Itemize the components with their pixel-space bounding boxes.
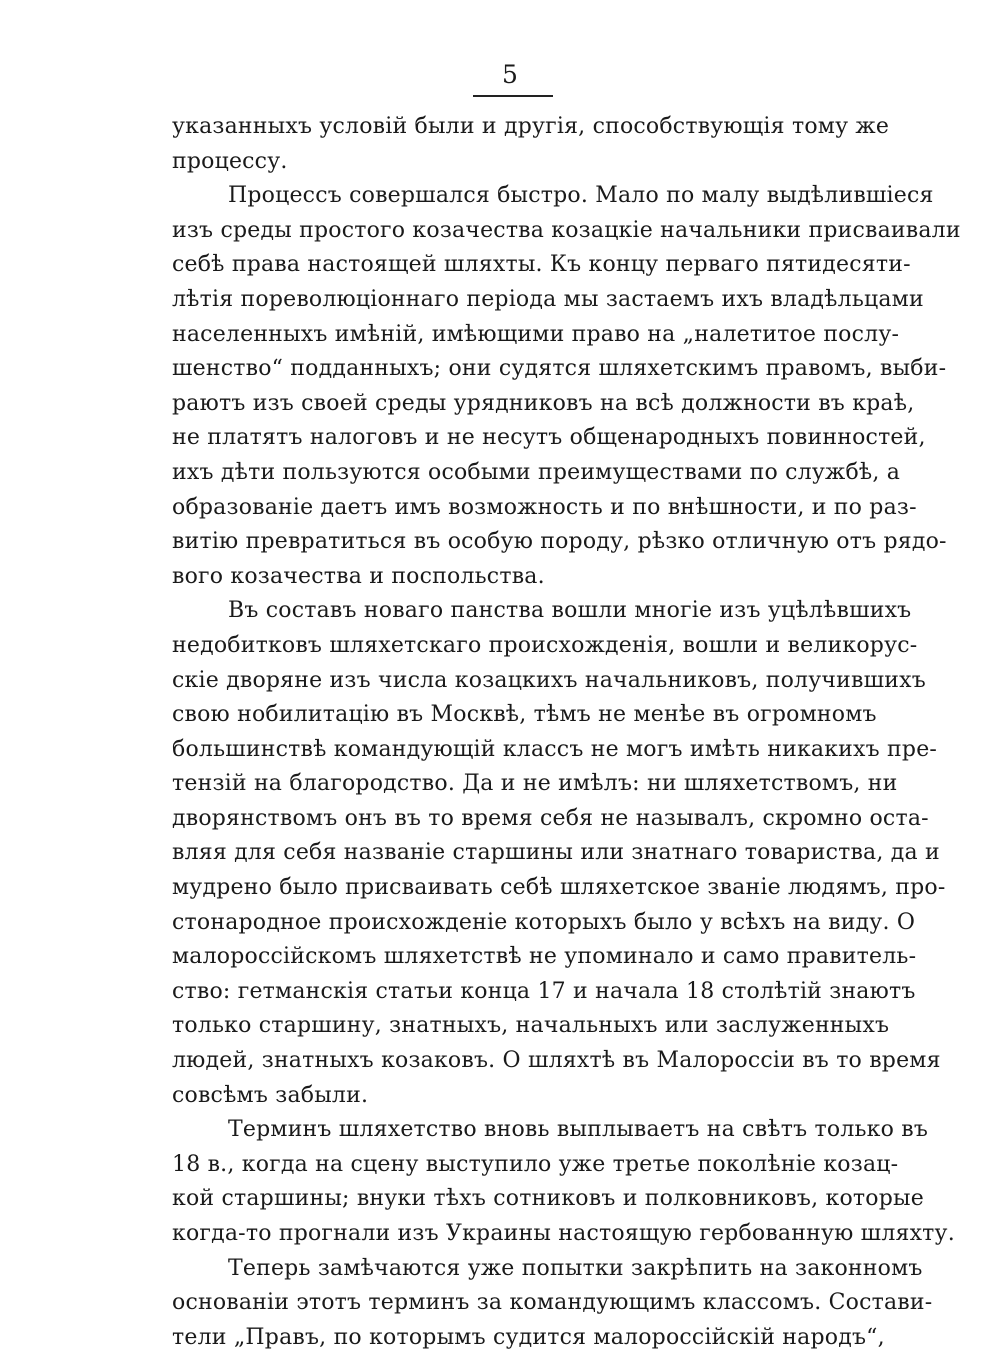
text-line: Процессъ совершался быстро. Мало по малу выдѣлившіеся [228, 183, 934, 209]
text-line: не платятъ налоговъ и не несутъ общенародныхъ повинностей, [172, 425, 926, 451]
text-line: малороссійскомъ шляхетствѣ не упоминало и само правитель- [172, 944, 917, 970]
text-line: Терминъ шляхетство вновь выплываетъ на свѣтъ только въ [228, 1117, 929, 1143]
text-line: 18 в., когда на сцену выступило уже третье поколѣніе козац- [172, 1151, 899, 1177]
text-line: шенство“ подданныхъ; они судятся шляхетскимъ правомъ, выби- [172, 356, 947, 382]
text-line: тели „Правъ, по которымъ судится малороссійскій народъ“, [172, 1324, 885, 1350]
text-line: большинствѣ командующій классъ не могъ имѣть никакихъ пре- [172, 736, 938, 762]
text-line: населенныхъ имѣній, имѣющими право на „налетитое послу- [172, 321, 900, 347]
text-line: образованіе даетъ имъ возможность и по внѣшности, и по раз- [172, 494, 917, 520]
text-line: кой старшины; внуки тѣхъ сотниковъ и полковниковъ, которые [172, 1186, 924, 1212]
text-line: ихъ дѣти пользуются особыми преимуществами по службѣ, а [172, 459, 901, 485]
text-line: процессу. [172, 148, 288, 174]
body-text [172, 110, 961, 1355]
text-line: мудрено было присваивать себѣ шляхетское званіе людямъ, про- [172, 875, 946, 901]
text-line: лѣтія пореволюціоннаго періода мы застаемъ ихъ владѣльцами [172, 286, 924, 312]
text-line: когда-то прогнали изъ Украины настоящую гербованную шляхту. [172, 1221, 955, 1246]
text-line: тензій на благородство. Да и не имѣлъ: ни шляхетствомъ, ни [172, 771, 898, 797]
text-line: раютъ изъ своей среды урядниковъ на всѣ должности въ краѣ, [172, 390, 915, 416]
text-line: скіе дворяне изъ числа козацкихъ начальниковъ, получившихъ [172, 667, 926, 693]
text-line: дворянствомъ онъ въ то время себя не называлъ, скромно оста- [172, 805, 929, 831]
text-line: людей, знатныхъ козаковъ. О шляхтѣ въ Малороссіи въ то время [172, 1048, 941, 1074]
text-line: совсѣмъ забыли. [172, 1082, 369, 1108]
text-line: свою нобилитацію въ Москвѣ, тѣмъ не менѣе въ огромномъ [172, 702, 877, 728]
text-line: изъ среды простого козачества козацкіе начальники присваивали [172, 217, 961, 243]
text-line: только старшину, знатныхъ, начальныхъ или заслуженныхъ [172, 1013, 890, 1039]
text-line: вого козачества и поспольства. [172, 563, 545, 589]
text-line: Теперь замѣчаются уже попытки закрѣпить на законномъ [228, 1255, 923, 1281]
text-line: основаніи этотъ терминъ за командующимъ классомъ. Состави- [172, 1290, 933, 1316]
text-line: ство: гетманскія статьи конца 17 и начала 18 столѣтій знаютъ [172, 978, 916, 1004]
text-line: указанныхъ условій были и другія, способствующія тому же [172, 114, 890, 139]
text-line: стонародное происхожденіе которыхъ было у всѣхъ на виду. О [172, 909, 916, 935]
page-number: 5 [502, 60, 518, 89]
text-line: недобитковъ шляхетскаго происхожденія, вошли и великорус- [172, 632, 918, 658]
text-line: себѣ права настоящей шляхты. Къ концу перваго пятидесяти- [172, 252, 911, 278]
text-line: вляя для себя названіе старшины или знатнаго товариства, да и [172, 840, 940, 866]
page-number-rule [473, 95, 553, 97]
text-line: витію превратиться въ особую породу, рѣзко отличную отъ рядо- [172, 529, 947, 555]
text-line: Въ составъ новаго панства вошли многіе изъ уцѣлѣвшихъ [228, 598, 912, 624]
